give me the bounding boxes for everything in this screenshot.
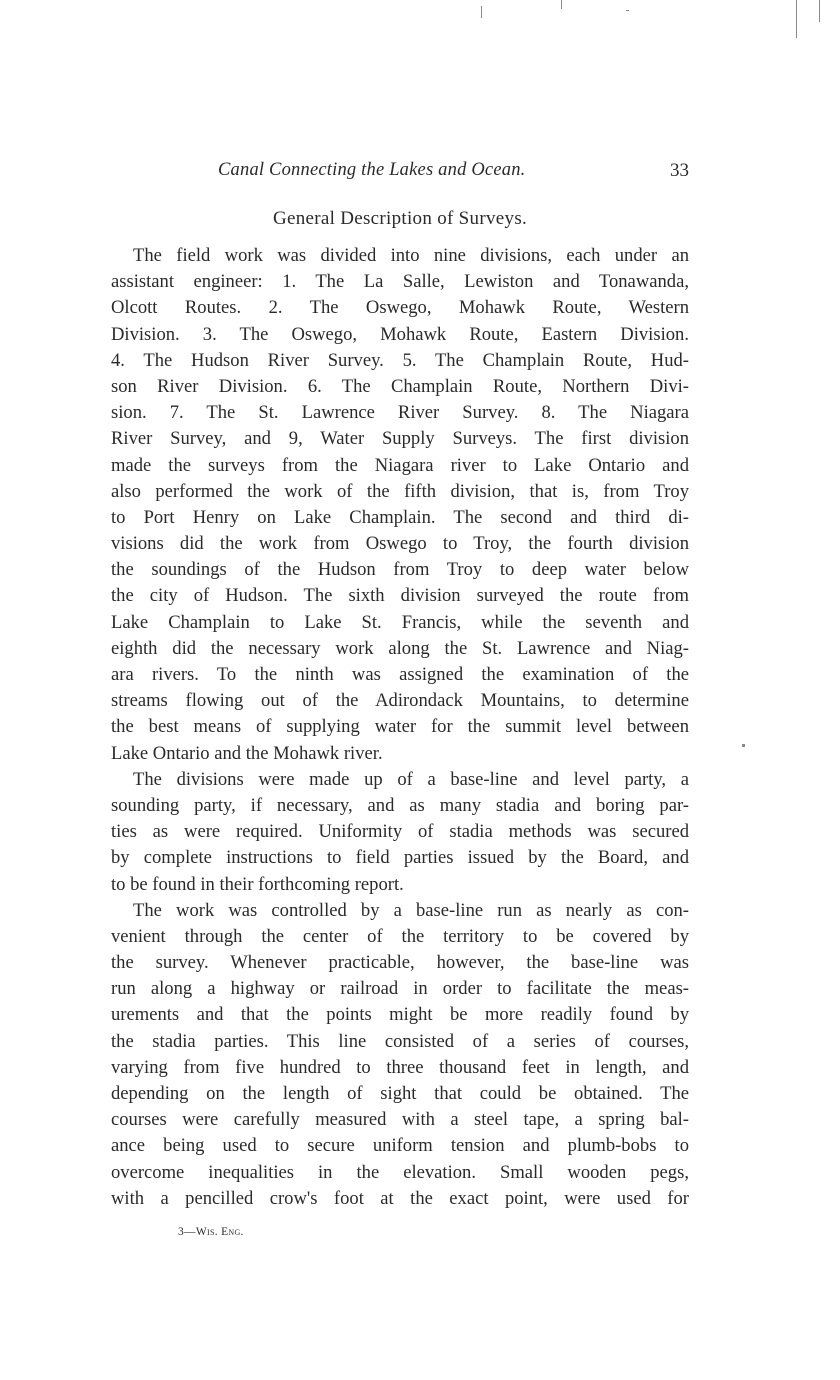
text-line: streams flowing out of the Adirondack Mountains, to determine — [111, 690, 689, 712]
text-line: ance being used to secure uniform tension and plumb-bobs to — [111, 1135, 689, 1157]
text-line: with a pencilled crow's foot at the exact point, were used for — [111, 1187, 689, 1209]
scan-artifact-top — [561, 0, 562, 9]
text-line: courses were carefully measured with a steel tape, a spring bal- — [111, 1109, 689, 1131]
scan-artifact-right — [742, 744, 745, 747]
text-line: the city of Hudson. The sixth division surveyed the route from — [111, 585, 689, 607]
text-line: visions did the work from Oswego to Troy, the fourth division — [111, 533, 689, 555]
text-line: varying from five hundred to three thousand feet in length, and — [111, 1056, 689, 1078]
text-line: Olcott Routes. 2. The Oswego, Mohawk Route, Western — [111, 297, 689, 319]
text-line: 4. The Hudson River Survey. 5. The Champlain Route, Hud- — [111, 349, 689, 371]
text-line: to be found in their forthcoming report. — [111, 873, 404, 895]
text-line: also performed the work of the fifth division, that is, from Troy — [111, 480, 689, 502]
text-line: the survey. Whenever practicable, however, the base-line was — [111, 952, 689, 974]
text-line: overcome inequalities in the elevation. Small wooden pegs, — [111, 1161, 689, 1183]
text-line: son River Division. 6. The Champlain Route, Northern Divi- — [111, 375, 689, 397]
text-line: ties as were required. Uniformity of stadia methods was secured — [111, 821, 689, 843]
text-line: sion. 7. The St. Lawrence River Survey. 8. The Niagara — [111, 402, 689, 424]
text-line: assistant engineer: 1. The La Salle, Lewiston and Tonawanda, — [111, 271, 689, 293]
text-line: the stadia parties. This line consisted of a series of courses, — [111, 1030, 689, 1052]
text-line: The work was controlled by a base-line run as nearly as con- — [133, 899, 689, 921]
running-header — [111, 158, 689, 186]
text-line: by complete instructions to field parties issued by the Board, and — [111, 847, 689, 869]
text-line: Lake Ontario and the Mohawk river. — [111, 742, 383, 764]
text-line: sounding party, if necessary, and as many stadia and boring par- — [111, 794, 689, 816]
page-number: 33 — [670, 160, 689, 181]
scan-artifact-right — [796, 0, 797, 38]
section-heading: General Description of Surveys. — [272, 208, 528, 229]
scan-artifact-right — [819, 0, 820, 22]
text-line: River Survey, and 9, Water Supply Surveys. The first division — [111, 428, 689, 450]
text-line: the best means of supplying water for the summit level between — [111, 716, 689, 738]
text-line: ara rivers. To the ninth was assigned the examination of the — [111, 664, 689, 685]
scan-artifact-top — [626, 10, 629, 11]
body-text — [111, 243, 689, 1212]
text-line: made the surveys from the Niagara river to Lake Ontario and — [111, 454, 689, 476]
text-line: urements and that the points might be more readily found by — [111, 1004, 689, 1026]
text-line: Lake Champlain to Lake St. Francis, while the seventh and — [111, 611, 689, 633]
text-line: depending on the length of sight that could be obtained. The — [111, 1083, 689, 1104]
text-line: to Port Henry on Lake Champlain. The second and third di- — [111, 506, 689, 528]
text-line: eighth did the necessary work along the St. Lawrence and Niag- — [111, 637, 689, 659]
scan-artifact-top — [481, 6, 482, 18]
text-line: The field work was divided into nine divisions, each under an — [133, 245, 689, 266]
text-line: run along a highway or railroad in order to facilitate the meas- — [111, 978, 689, 1000]
text-line: Division. 3. The Oswego, Mohawk Route, Eastern Division. — [111, 323, 689, 345]
text-line: the soundings of the Hudson from Troy to deep water below — [111, 559, 689, 581]
running-title: Canal Connecting the Lakes and Ocean. — [218, 160, 526, 180]
signature-mark: 3—Wis. Eng. — [178, 1226, 244, 1238]
text-line: The divisions were made up of a base-line and level party, a — [133, 768, 689, 790]
text-line: venient through the center of the territory to be covered by — [111, 925, 689, 947]
